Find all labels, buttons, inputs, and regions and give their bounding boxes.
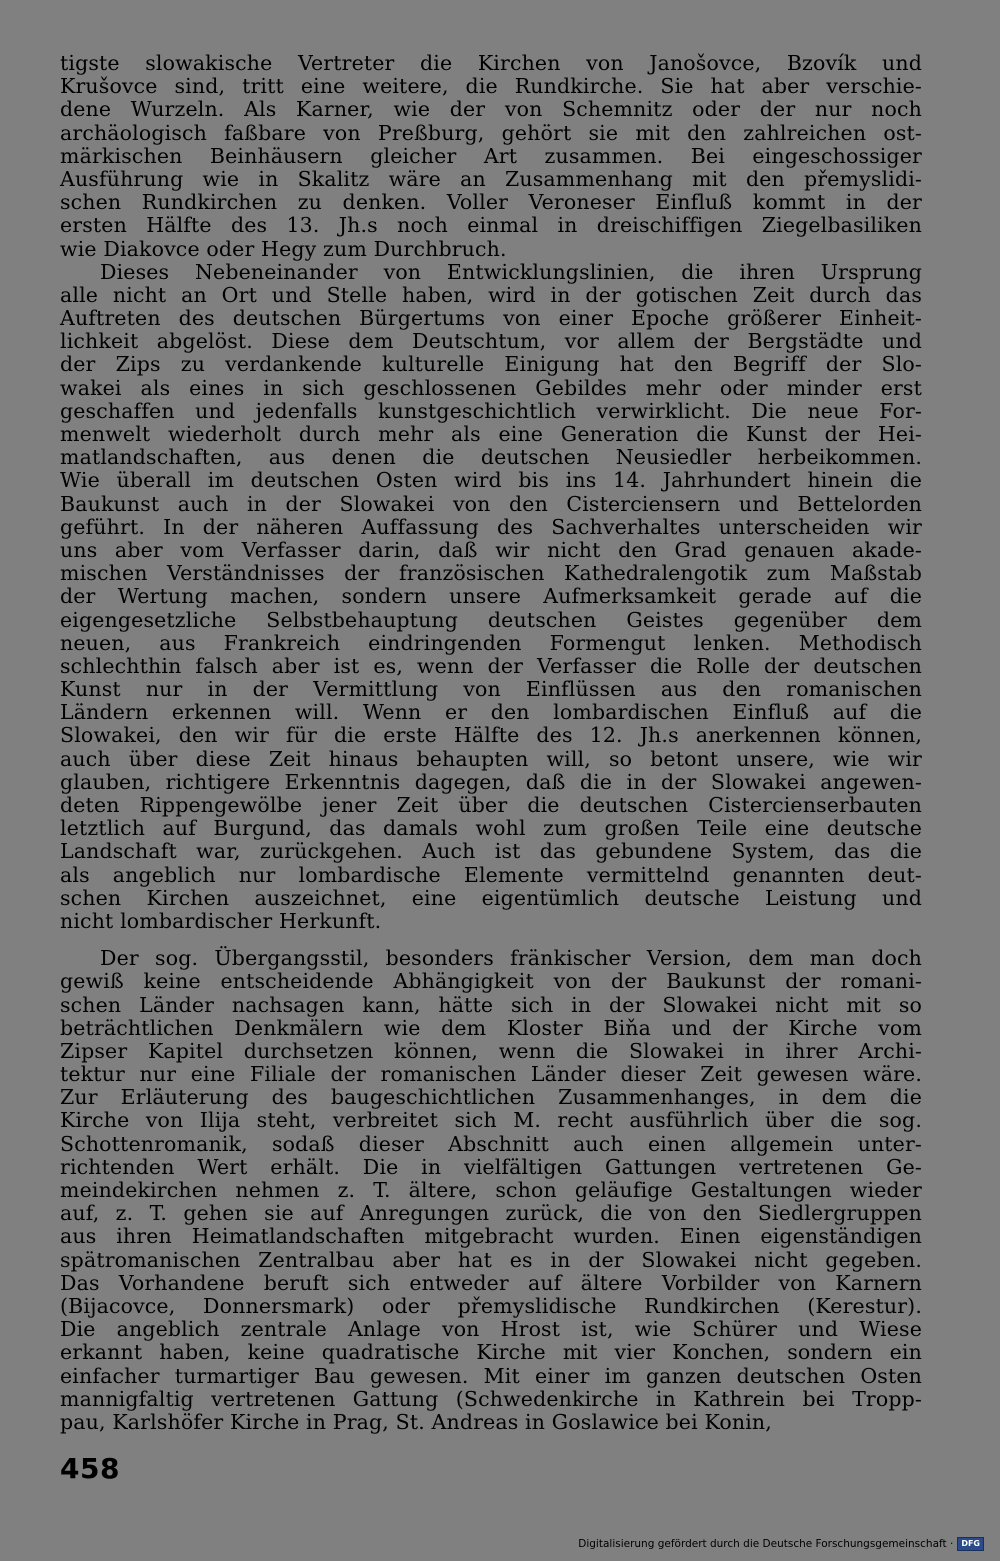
text-line: aus ihren Heimatlandschaften mitgebracht wurden. Einen eigenständigen xyxy=(60,1224,922,1249)
text-line: der Wertung machen, sondern unsere Aufmerksamkeit gerade auf die xyxy=(60,584,922,609)
text-line: als angeblich nur lombardische Elemente vermittelnd genannten deut- xyxy=(60,862,922,887)
text-line: geschaffen und jedenfalls kunstgeschichtlich verwirklicht. Die neue For- xyxy=(60,398,922,423)
text-line: schen Länder nachsagen kann, hätte sich in der Slowakei nicht mit so xyxy=(60,992,922,1017)
text-line: alle nicht an Ort und Stelle haben, wird in der gotischen Zeit durch das xyxy=(60,282,922,307)
text-line: wakei als eines in sich geschlossenen Gebildes mehr oder minder erst xyxy=(60,375,922,400)
footer-text: Digitalisierung gefördert durch die Deutsche Forschungsgemeinschaft · xyxy=(578,1538,954,1550)
text-line: geführt. In der näheren Auffassung des Sachverhaltes unterscheiden wir xyxy=(60,514,922,539)
text-line: (Bijacovce, Donnersmark) oder přemyslidische Rundkirchen (Kerestur). xyxy=(60,1293,922,1318)
text-line: dene Wurzeln. Als Karner, wie der von Schemnitz oder der nur noch xyxy=(60,97,922,122)
text-line: der Zips zu verdankende kulturelle Einigung hat den Begriff der Slo- xyxy=(60,352,922,377)
text-line: Ausführung wie in Skalitz wäre an Zusammenhang mit den přemyslidi- xyxy=(60,166,922,191)
text-line: Die angeblich zentrale Anlage von Hrost ist, wie Schürer und Wiese xyxy=(60,1317,922,1342)
text-line: erkannt haben, keine quadratische Kirche mit vier Konchen, sondern ein xyxy=(60,1340,922,1365)
text-line: auch über diese Zeit hinaus behaupten will, so betont unsere, wie wir xyxy=(60,746,922,771)
text-line: mannigfaltig vertretenen Gattung (Schwedenkirche in Kathrein bei Tropp- xyxy=(60,1386,922,1411)
paragraph xyxy=(60,947,922,1434)
text-line: Schottenromanik, sodaß dieser Abschnitt auch einen allgemein unter- xyxy=(60,1131,922,1156)
text-line: spätromanischen Zentralbau aber hat es in der Slowakei nicht gegeben. xyxy=(60,1247,922,1272)
text-line: ersten Hälfte des 13. Jh.s noch einmal in dreischiffigen Ziegelbasiliken xyxy=(60,213,922,238)
body-text xyxy=(60,52,922,1434)
text-line: letztlich auf Burgund, das damals wohl zum großen Teile eine deutsche xyxy=(60,816,922,841)
dfg-logo: DFG xyxy=(957,1537,984,1551)
text-line: auf, z. T. gehen sie auf Anregungen zurück, die von den Siedlergruppen xyxy=(60,1201,922,1226)
text-line: schen Kirchen auszeichnet, eine eigentümlich deutsche Leistung und xyxy=(60,885,922,910)
text-line: uns aber vom Verfasser darin, daß wir nicht den Grad genauen akade- xyxy=(60,537,922,562)
text-line: Dieses Nebeneinander von Entwicklungslinien, die ihren Ursprung xyxy=(100,259,922,284)
text-line: einfacher turmartiger Bau gewesen. Mit einer im ganzen deutschen Osten xyxy=(60,1363,922,1388)
text-line: Das Vorhandene beruft sich entweder auf ältere Vorbilder von Karnern xyxy=(60,1270,922,1295)
text-line: nicht lombardischer Herkunft. xyxy=(60,908,382,933)
text-line: Baukunst auch in der Slowakei von den Cisterciensern und Bettelorden xyxy=(60,491,922,516)
text-line: eigengesetzliche Selbstbehauptung deutschen Geistes gegenüber dem xyxy=(60,607,922,632)
text-line: neuen, aus Frankreich eindringenden Formengut lenken. Methodisch xyxy=(60,630,922,655)
text-line: lichkeit abgelöst. Diese dem Deutschtum, vor allem der Bergstädte und xyxy=(60,329,922,354)
text-line: Slowakei, den wir für die erste Hälfte des 12. Jh.s anerkennen können, xyxy=(60,723,922,748)
text-line: Ländern erkennen will. Wenn er den lombardischen Einfluß auf die xyxy=(60,700,922,725)
paragraph xyxy=(60,52,922,261)
text-line: Kunst nur in der Vermittlung von Einflüssen aus den romanischen xyxy=(60,677,922,702)
text-line: mischen Verständnisses der französischen Kathedralengotik zum Maßstab xyxy=(60,561,922,586)
text-line: Landschaft war, zurückgehen. Auch ist das gebundene System, das die xyxy=(60,839,922,864)
text-line: richtenden Wert erhält. Die in vielfältigen Gattungen vertretenen Ge- xyxy=(60,1154,922,1179)
text-line: deten Rippengewölbe jener Zeit über die deutschen Cistercienserbauten xyxy=(60,793,922,817)
text-line: märkischen Beinhäusern gleicher Art zusammen. Bei eingeschossiger xyxy=(60,143,922,168)
text-line: Krušovce sind, tritt eine weitere, die Rundkirche. Sie hat aber verschie- xyxy=(60,74,922,99)
text-line: menwelt wiederholt durch mehr als eine Generation die Kunst der Hei- xyxy=(60,422,922,446)
text-line: beträchtlichen Denkmälern wie dem Kloster Biňa und der Kirche vom xyxy=(60,1015,922,1040)
text-line: Kirche von Ilija steht, verbreitet sich M. recht ausführlich über die sog. xyxy=(60,1108,922,1133)
text-line: Der sog. Übergangsstil, besonders fränkischer Version, dem man doch xyxy=(100,946,922,971)
text-line: Wie überall im deutschen Osten wird bis ins 14. Jahrhundert hinein die xyxy=(60,468,922,493)
page-number: 458 xyxy=(60,1452,120,1485)
text-line: matlandschaften, aus denen die deutschen Neusiedler herbeikommen. xyxy=(60,445,922,470)
text-line: gewiß keine entscheidende Abhängigkeit von der Baukunst der romani- xyxy=(60,969,922,994)
text-line: archäologisch faßbare von Preßburg, gehört sie mit den zahlreichen ost- xyxy=(60,120,922,145)
text-line: tektur nur eine Filiale der romanischen Länder dieser Zeit gewesen wäre. xyxy=(60,1062,922,1087)
text-line: glauben, richtigere Erkenntnis dagegen, daß die in der Slowakei angewen- xyxy=(60,769,922,794)
text-line: tigste slowakische Vertreter die Kirchen von Janošovce, Bzovík und xyxy=(60,51,922,75)
digitization-footer xyxy=(578,1537,984,1551)
text-line: wie Diakovce oder Hegy zum Durchbruch. xyxy=(60,236,507,261)
text-line: schlechthin falsch aber ist es, wenn der Verfasser die Rolle der deutschen xyxy=(60,653,922,678)
text-line: Zipser Kapitel durchsetzen können, wenn die Slowakei in ihrer Archi- xyxy=(60,1038,922,1063)
text-line: Zur Erläuterung des baugeschichtlichen Zusammenhanges, in dem die xyxy=(60,1085,922,1110)
text-line: meindekirchen nehmen z. T. ältere, schon geläufige Gestaltungen wieder xyxy=(60,1178,922,1202)
text-line: pau, Karlshöfer Kirche in Prag, St. Andreas in Goslawice bei Konin, xyxy=(60,1409,772,1434)
text-line: Auftreten des deutschen Bürgertums von einer Epoche größerer Einheit- xyxy=(60,306,922,331)
text-line: schen Rundkirchen zu denken. Voller Veroneser Einfluß kommt in der xyxy=(60,190,922,215)
paragraph xyxy=(60,261,922,933)
